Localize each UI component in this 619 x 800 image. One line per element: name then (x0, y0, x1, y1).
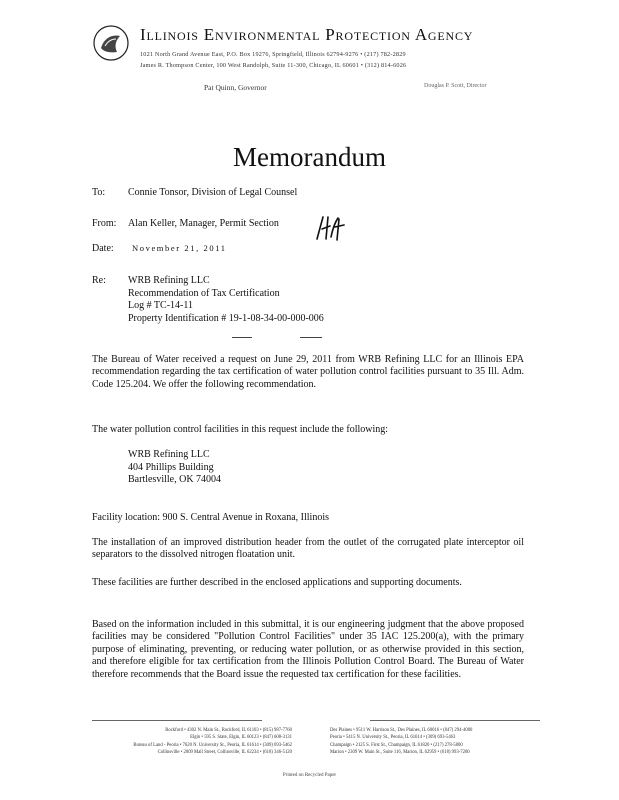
agency-address-line-1: 1021 North Grand Avenue East, P.O. Box 19276, Springfield, Illinois 62794-9276 • (217) 782-2829 (140, 51, 406, 58)
footer-offices-left (62, 727, 292, 757)
agency-address-line-2: James R. Thompson Center, 100 West Randolph, Suite 11-300, Chicago, IL 60601 • (312) 814-6026 (140, 62, 407, 69)
footer-office-line: Rockford • 4302 N. Main St., Rockford, IL 61103 • (815) 987-7760 (165, 728, 292, 733)
address-line: 404 Phillips Building (128, 461, 214, 473)
footer-offices-right (330, 727, 590, 757)
installation-description: The installation of an improved distribution header from the outlet of the corrugated plate interceptor oil separators to the dissolved nitrogen floatation unit. (92, 537, 524, 561)
facilities-intro-paragraph: The water pollution control facilities in this request include the following: (92, 424, 389, 435)
re-line: Log # TC-14-11 (128, 300, 193, 311)
footer-rule-left (92, 720, 262, 721)
re-subject-block (128, 275, 324, 325)
intro-paragraph: The Bureau of Water received a request on June 29, 2011 from WRB Refining LLC for an Illinois EPA recommendation regarding the tax certification of water pollution control facilities pursuant to 35 Ill. Adm. Code 125.204. We offer the following recommendation. (92, 354, 524, 390)
divider-dash (232, 337, 252, 338)
to-value: Connie Tonsor, Division of Legal Counsel (128, 187, 298, 198)
memo-title: Memorandum (233, 142, 386, 172)
divider-dash (300, 337, 322, 338)
agency-logo-icon (92, 24, 130, 62)
from-value: Alan Keller, Manager, Permit Section (128, 218, 279, 229)
date-label: Date: (92, 243, 114, 254)
from-label: From: (92, 218, 117, 229)
re-label: Re: (92, 275, 106, 286)
signature-initials-icon (314, 213, 346, 243)
agency-name: Illinois Environmental Protection Agency (140, 25, 474, 44)
address-line: Bartlesville, OK 74004 (128, 474, 222, 485)
printed-note: Printed on Recycled Paper (282, 773, 337, 778)
footer-office-line: Champaign • 2125 S. First St., Champaign, IL 61820 • (217) 278-5800 (330, 742, 463, 748)
re-line: Property Identification # 19-1-08-34-00-000-006 (128, 312, 324, 324)
footer-office-line: Marion • 2309 W. Main St., Suite 116, Marion, IL 62959 • (618) 993-7200 (330, 750, 470, 756)
director-name: Douglas P. Scott, Director (424, 83, 487, 89)
re-line: WRB Refining LLC (128, 275, 210, 286)
footer-office-line: Elgin • 595 S. State, Elgin, IL 60123 • (847) 608-3131 (190, 735, 292, 741)
address-line: WRB Refining LLC (128, 449, 210, 460)
footer-office-line: Bureau of Land - Peoria • 7620 N. University St., Peoria, IL 61614 • (309) 693-5462 (133, 742, 292, 748)
governor-name: Pat Quinn, Governor (204, 83, 267, 92)
footer-office-line: Collinsville • 2009 Mall Street, Collinsville, IL 62234 • (618) 346-5120 (157, 750, 292, 756)
footer-rule-right (370, 720, 540, 721)
to-label: To: (92, 187, 106, 198)
facility-location: Facility location: 900 S. Central Avenue in Roxana, Illinois (92, 512, 330, 523)
footer-office-line: Peoria • 5415 N. University St., Peoria, IL 61614 • (309) 693-5463 (330, 735, 456, 741)
re-line: Recommendation of Tax Certification (128, 287, 280, 299)
recommendation-paragraph: Based on the information included in this submittal, it is our engineering judgment that the above proposed facilities may be considered "Pollution Control Facilities" under 35 IAC 125.200(a), with the primary purpose of eliminating, preventing, or reducing water pollution, or as otherwise provided in this section, and therefore eligible for tax certification from the Illinois Pollution Control Board. The Bureau of Water therefore recommends that the Board issue the requested tax certification for these facilities. (92, 619, 524, 680)
supporting-documents-paragraph: These facilities are further described in the enclosed applications and supporting documents. (92, 577, 462, 588)
applicant-address-block (128, 449, 221, 487)
date-value: November 21, 2011 (132, 243, 227, 253)
footer-office-line: Des Plaines • 9511 W. Harrison St., Des Plaines, IL 60016 • (847) 294-4000 (330, 728, 473, 733)
